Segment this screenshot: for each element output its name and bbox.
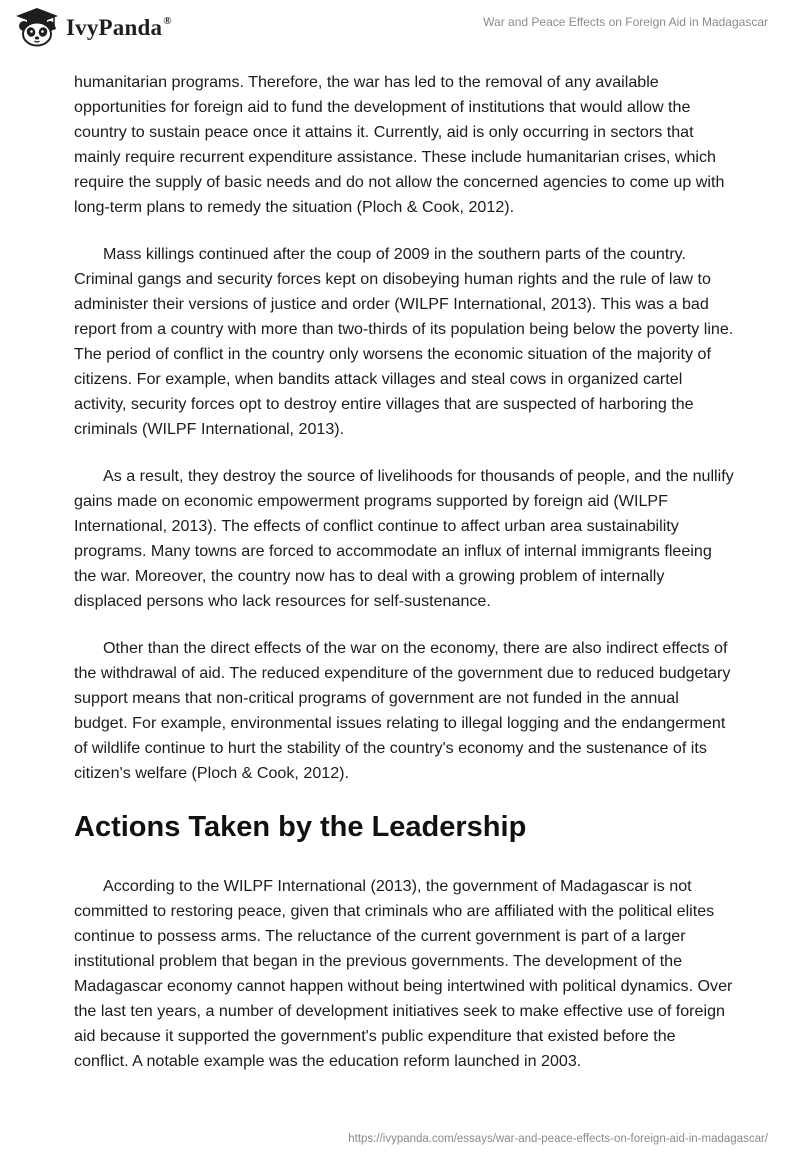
essay-body — [74, 70, 734, 1074]
section-heading: Actions Taken by the Leadership — [74, 811, 527, 843]
paragraph-1: humanitarian programs. Therefore, the war has led to the removal of any available opportunities for foreign aid to fund the development of institutions that would allow the country to sustain peace once it attains it. Currently, aid is only occurring in sectors that mainly require recurrent expenditure assistance. These include humanitarian crises, which require the supply of basic needs and do not allow the concerned agencies to come up with long-term plans to remedy the situation (Ploch & Cook, 2012). — [74, 73, 725, 216]
brand-name: IvyPanda® — [66, 15, 172, 40]
registered-mark: ® — [163, 15, 172, 28]
paragraph-3: As a result, they destroy the source of livelihoods for thousands of people, and the nullify gains made on economic empowerment programs supported by foreign aid (WILPF International, 2013). The effects of conflict continue to affect urban area sustainability programs. Many towns are forced to accommodate an influx of internal immigrants fleeing the war. Moreover, the country now has to deal with a growing problem of internally displaced persons who lack resources for self-sustenance. — [74, 467, 734, 610]
document-title: War and Peace Effects on Foreign Aid in Madagascar — [483, 15, 768, 29]
source-url-link[interactable]: https://ivypanda.com/essays/war-and-peace-effects-on-foreign-aid-in-madagascar/ — [348, 1133, 768, 1145]
paragraph-2: Mass killings continued after the coup of 2009 in the southern parts of the country. Criminal gangs and security forces kept on disobeying human rights and the rule of law to administer their versions of justice and order (WILPF International, 2013). This was a bad report from a country with more than two-thirds of its population being below the poverty line. The period of conflict in the country only worsens the economic situation of the majority of citizens. For example, when bandits attack villages and steal cows in organized cartel activity, security forces opt to destroy entire villages that are suspected of harboring the criminals (WILPF International, 2013). — [74, 245, 734, 438]
page-header — [0, 0, 800, 54]
panda-graduate-icon — [14, 7, 60, 47]
brand-logo[interactable] — [14, 7, 172, 47]
paragraph-5: According to the WILPF International (2013), the government of Madagascar is not committed to restoring peace, given that criminals who are affiliated with the political elites continue to possess arms. The reluctance of the current government is part of a larger institutional problem that began in the previous governments. The development of the Madagascar economy cannot happen without being intertwined with political dynamics. Over the last ten years, a number of development initiatives seek to make effective use of foreign aid because it supported the government's public expenditure that existed before the conflict. A notable example was the education reform launched in 2003. — [74, 877, 733, 1070]
paragraph-4: Other than the direct effects of the war on the economy, there are also indirect effects of the withdrawal of aid. The reduced expenditure of the government due to reduced budgetary support means that non-critical programs of government are not funded in the annual budget. For example, environmental issues relating to illegal logging and the endangerment of wildlife continue to hurt the stability of the country's economy and the sustenance of its citizen's welfare (Ploch & Cook, 2012). — [74, 639, 731, 782]
